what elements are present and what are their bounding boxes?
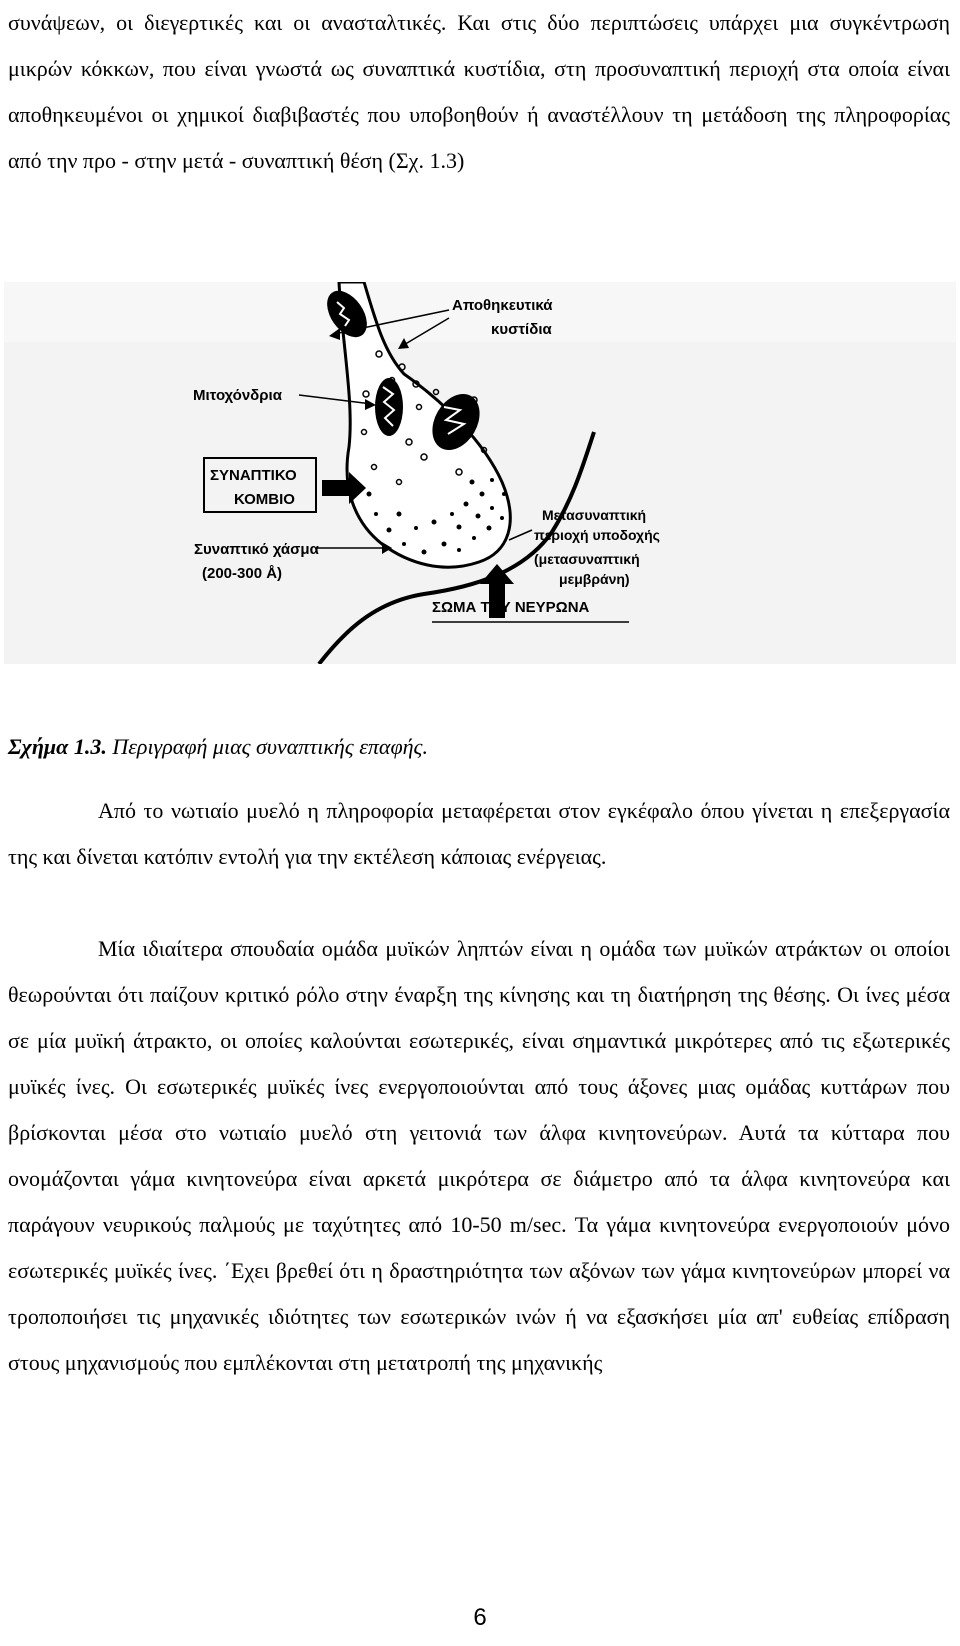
paragraph-spinal-cord: Από το νωτιαίο μυελό η πληροφορία μεταφέρεται στον εγκέφαλο όπου γίνεται η επεξεργασία της και δίνεται κατόπιν εντολή για την εκτέλεση κάποιας ενέργειας.	[8, 798, 950, 869]
page-number: 6	[473, 1604, 487, 1631]
label-cleft-1: Συναπτικό χάσμα	[194, 541, 319, 558]
figure-caption	[8, 732, 428, 762]
label-vesicles-1: Αποθηκευτικά	[452, 297, 553, 314]
label-post-4: μεμβράνη)	[559, 571, 630, 587]
paragraph-synaptic-vesicles: συνάψεων, οι διεγερτικές και οι ανασταλτικές. Και στις δύο περιπτώσεις υπάρχει μια συγκέντρωση μικρών κόκκων, που είναι γνωστά ως συναπτικά κυστίδια, στη προσυναπτική περιοχή στα οποία είναι αποθηκευμένοι οι χημικοί διαβιβαστές που υποβοηθούν ή αναστέλλουν τη μετάδοση της πληροφορίας από την προ - στην μετά - συναπτική θέση (Σχ. 1.3)	[8, 10, 950, 173]
caption-label: Σχήμα 1.3.	[8, 734, 107, 759]
label-post-1: Μετασυναπτική	[542, 507, 647, 523]
label-node-2: ΚΟΜΒΙΟ	[234, 491, 295, 508]
label-vesicles-2: κυστίδια	[491, 321, 552, 338]
label-soma: ΣΩΜΑ ΤΟΥ ΝΕΥΡΩΝΑ	[432, 599, 590, 616]
synapse-figure	[4, 282, 956, 664]
label-post-3: (μετασυναπτική	[534, 551, 640, 567]
mitochondrion-icon	[375, 378, 403, 436]
label-cleft-2: (200-300 Å)	[202, 565, 283, 582]
caption-text: Περιγραφή μιας συναπτικής επαφής.	[106, 734, 428, 759]
label-mitochondria: Μιτοχόνδρια	[193, 387, 282, 404]
label-post-2: περιοχή υποδοχής	[534, 527, 660, 543]
label-node-1: ΣΥΝΑΠΤΙΚΟ	[210, 467, 297, 484]
paragraph-muscle-spindles: Μία ιδιαίτερα σπουδαία ομάδα μυϊκών ληπτών είναι η ομάδα των μυϊκών ατράκτων οι οποίοι θεωρούνται ότι παίζουν κριτικό ρόλο στην έναρξη της κίνησης και τη διατήρηση της θέσης. Οι ίνες μέσα σε μία μυϊκή άτρακτο, οι οποίες καλούνται εσωτερικές, είναι σημαντικά μικρότερες από τις εξωτερικές μυϊκές ίνες. Οι εσωτερικές μυϊκές ίνες ενεργοποιούνται από τους άξονες μιας ομάδας κυττάρων που βρίσκονται μέσα στο νωτιαίο μυελό στη γειτονιά των άλφα κινητονεύρων. Αυτά τα κύτταρα που ονομάζονται γάμα κινητονεύρα είναι αρκετά μικρότερα σε διάμετρο από τα άλφα κινητονεύρα και παράγουν νευρικούς παλμούς με ταχύτητες από 10-50 m/sec. Τα γάμα κινητονεύρα ενεργοποιούν μόνο εσωτερικές μυϊκές ίνες. ΄Εχει βρεθεί ότι η δραστηριότητα των αξόνων των γάμα κινητονεύρων μπορεί να τροποποιήσει τις μηχανικές ιδιότητες των εσωτερικών ινών ή να εξασκήσει μία απ' ευθείας επίδραση στους μηχανισμούς που εμπλέκονται στη μετατροπή της μηχανικής	[8, 936, 950, 1375]
